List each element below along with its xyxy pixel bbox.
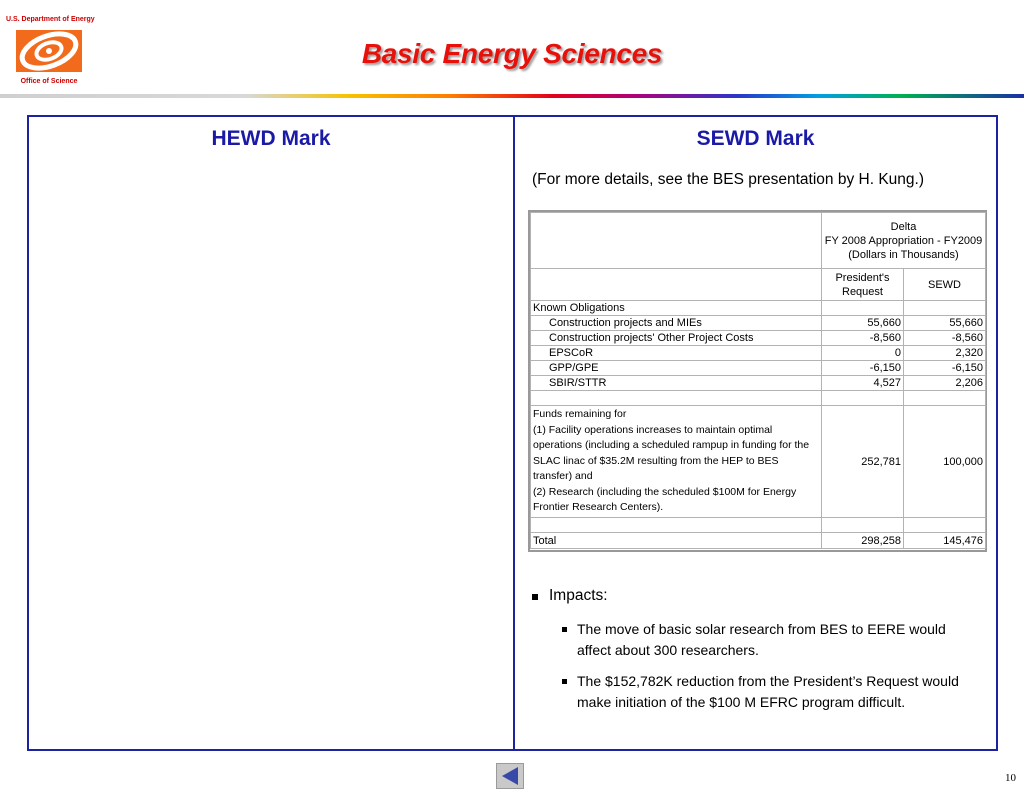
table-row [531,301,986,316]
funds-line: operations (including a scheduled rampup in funding for the [533,439,810,452]
col-header-line: Request [842,285,883,298]
table-row [531,316,986,331]
table-subheader-row [531,269,986,301]
hewd-heading: HEWD Mark [211,127,331,150]
known-obligations-label: Known Obligations [531,301,822,316]
subheader-blank [531,269,822,301]
hewd-panel [27,115,515,751]
delta-header-line: FY 2008 Appropriation - FY2009 [824,234,983,247]
table-spacer-row [531,518,986,533]
sewd-value: 2,320 [904,346,986,361]
delta-header [822,213,986,269]
funds-sewd-value: 100,000 [904,406,986,518]
table-header-row [531,213,986,269]
table-cell [822,391,904,406]
funds-line: Funds remaining for [533,408,627,421]
total-label: Total [531,533,822,549]
details-note: (For more details, see the BES presentation by H. Kung.) [532,171,924,188]
square-bullet-icon [562,627,567,632]
sewd-heading: SEWD Mark [696,127,815,150]
square-bullet-icon [562,679,567,684]
impacts-item [532,587,982,605]
table-header-blank [531,213,822,269]
table-row [531,376,986,391]
impacts-section [532,587,982,713]
table-cell [822,518,904,533]
president-value: 55,660 [822,316,904,331]
delta-header-line: (Dollars in Thousands) [848,248,959,261]
row-label: GPP/GPE [531,361,822,376]
row-label: Construction projects and MIEs [531,316,822,331]
table-cell [904,301,986,316]
col-presidents-request [822,269,904,301]
slide-title: Basic Energy Sciences [361,38,663,69]
table-cell [904,391,986,406]
impact-text: The move of basic solar research from BES to EERE would affect about 300 researchers. [577,621,946,658]
president-value: 4,527 [822,376,904,391]
impacts-label: Impacts: [549,587,608,604]
funds-remaining-label [531,406,822,518]
previous-slide-button[interactable] [496,763,524,789]
table-cell [531,391,822,406]
page-number: 10 [1005,772,1016,784]
funds-line: SLAC linac of $35.2M resulting from the HEP to BES [533,454,779,467]
col-header-line: President's [835,271,890,284]
row-label: EPSCoR [531,346,822,361]
president-value: -8,560 [822,331,904,346]
row-label: Construction projects' Other Project Costs [531,331,822,346]
logo-bottom-text: Office of Science [20,78,78,85]
table-cell [904,518,986,533]
funds-line: (1) Facility operations increases to maintain optimal [533,423,773,436]
sewd-value: -6,150 [904,361,986,376]
president-value: 0 [822,346,904,361]
table-cell [822,301,904,316]
square-bullet-icon [532,594,538,600]
delta-header-line: Delta [890,220,917,233]
table-cell [531,518,822,533]
table-row [531,331,986,346]
row-label: SBIR/STTR [531,376,822,391]
funds-line: Frontier Research Centers). [533,501,664,514]
total-row [531,533,986,549]
impact-sub-item [562,619,982,661]
rainbow-divider [0,94,1024,98]
table-spacer-row [531,391,986,406]
funds-remaining-row [531,406,986,518]
table-row [531,361,986,376]
sewd-panel [513,115,998,751]
funds-president-value: 252,781 [822,406,904,518]
impact-text: The $152,782K reduction from the President’s Request would make initiation of the $100 M EFRC program difficult. [577,673,959,710]
total-president-value: 298,258 [822,533,904,549]
budget-table [528,210,987,552]
sewd-value: 2,206 [904,376,986,391]
impact-sub-item [562,671,982,713]
total-sewd-value: 145,476 [904,533,986,549]
logo-top-text: U.S. Department of Energy [6,16,95,23]
sewd-value: 55,660 [904,316,986,331]
funds-line: (2) Research (including the scheduled $100M for Energy [533,485,797,498]
previous-arrow-icon [497,764,523,788]
funds-line: transfer) and [533,470,593,483]
sewd-value: -8,560 [904,331,986,346]
col-sewd: SEWD [904,269,986,301]
table-row [531,346,986,361]
president-value: -6,150 [822,361,904,376]
